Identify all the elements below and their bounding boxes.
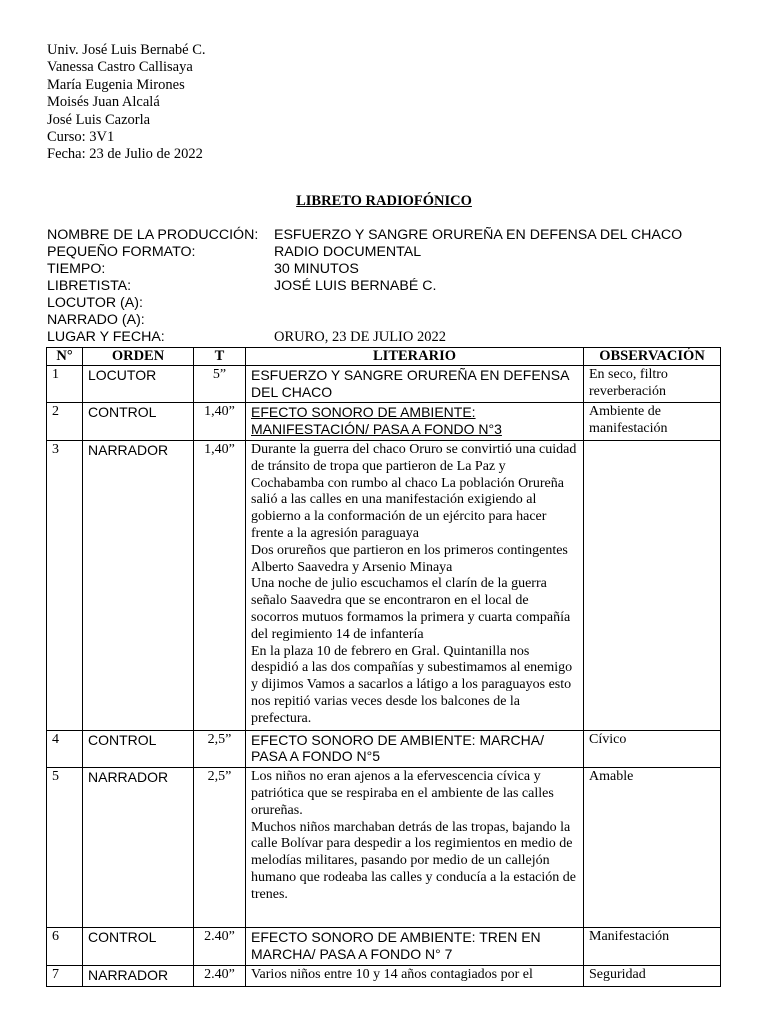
meta-value: ESFUERZO Y SANGRE ORUREÑA EN DEFENSA DEL CHACO — [274, 227, 683, 243]
meta-label: PEQUEÑO FORMATO: — [47, 244, 196, 260]
column-header-time: T — [194, 348, 246, 366]
row-order: CONTROL — [83, 928, 194, 966]
table-row — [47, 403, 721, 441]
meta-row-production-name — [47, 227, 682, 244]
table-row — [47, 440, 721, 730]
row-time: 2,5” — [194, 768, 246, 928]
author-block — [47, 42, 206, 164]
row-observation: En seco, filtro reverberación — [584, 365, 721, 403]
row-observation: Cívico — [584, 730, 721, 768]
meta-label: LIBRETISTA: — [47, 278, 132, 294]
row-literary — [246, 365, 584, 403]
row-order: CONTROL — [83, 730, 194, 768]
literary-paragraph: EFECTO SONORO DE AMBIENTE: MANIFESTACIÓN/ PASA A FONDO N°3 — [251, 404, 502, 438]
meta-label: LOCUTOR (A): — [47, 295, 143, 311]
literary-paragraph: Durante la guerra del chaco Oruro se convirtió una cuidad de tránsito de tropa que partieron de La Paz y Cochabamba con rumbo al chaco La población Orureña salió a las calles en una manifestación exigiendo al gobierno a la conformación de un ejército para hacer frente a la agresión paraguaya — [251, 441, 577, 541]
row-observation: Manifestación — [584, 928, 721, 966]
row-literary — [246, 928, 584, 966]
column-header-order: ORDEN — [83, 348, 194, 366]
literary-paragraph: EFECTO SONORO DE AMBIENTE: TREN EN MARCHA/ PASA A FONDO N° 7 — [251, 929, 541, 962]
literary-paragraph: ESFUERZO Y SANGRE ORUREÑA EN DEFENSA DEL CHACO — [251, 366, 569, 400]
literary-paragraph: EFECTO SONORO DE AMBIENTE: MARCHA/ PASA A FONDO N°5 — [251, 731, 545, 765]
row-time: 2.40” — [194, 928, 246, 966]
date-line: Fecha: 23 de Julio de 2022 — [47, 146, 203, 163]
row-number: 7 — [47, 965, 83, 986]
column-header-literary: LITERARIO — [246, 348, 584, 366]
meta-row-place-date — [47, 329, 682, 346]
row-number: 5 — [47, 768, 83, 928]
row-time: 5” — [194, 365, 246, 403]
row-order: NARRADOR — [83, 965, 194, 986]
row-observation — [584, 440, 721, 730]
meta-row-announcer — [47, 295, 682, 312]
row-time: 2,5” — [194, 730, 246, 768]
meta-value: JOSÉ LUIS BERNABÉ C. — [274, 278, 437, 294]
row-number: 2 — [47, 403, 83, 441]
row-number: 4 — [47, 730, 83, 768]
table-header-row — [47, 348, 721, 366]
course-line: Curso: 3V1 — [47, 129, 115, 146]
row-time: 1,40” — [194, 403, 246, 441]
author-line: Vanessa Castro Callisaya — [47, 59, 193, 76]
literary-paragraph: Varios niños entre 10 y 14 años contagiados por el — [251, 966, 533, 982]
meta-label: LUGAR Y FECHA: — [47, 329, 165, 345]
document-title: LIBRETO RADIOFÓNICO — [296, 193, 472, 209]
author-line: Univ. José Luis Bernabé C. — [47, 42, 206, 58]
table-row — [47, 928, 721, 966]
row-number: 1 — [47, 365, 83, 403]
literary-paragraph: En la plaza 10 de febrero en Gral. Quintanilla nos despidió a las dos compañías y subestimamos al enemigo y dijimos Vamos a sacarlos a látigo a los paraguayos esto nos repitió varias veces desde los balcones de la prefectura. — [251, 643, 573, 726]
column-header-number: N° — [47, 348, 83, 366]
meta-row-format — [47, 244, 682, 261]
column-header-observation: OBSERVACIÓN — [584, 348, 721, 366]
meta-value: RADIO DOCUMENTAL — [274, 244, 422, 260]
meta-value: 30 MINUTOS — [274, 261, 359, 277]
production-meta — [47, 227, 682, 346]
script-table — [46, 347, 721, 987]
meta-value: ORURO, 23 DE JULIO 2022 — [274, 329, 446, 345]
meta-label: NOMBRE DE LA PRODUCCIÓN: — [47, 227, 259, 243]
row-order: CONTROL — [83, 403, 194, 441]
table-row — [47, 730, 721, 768]
row-literary — [246, 768, 584, 928]
author-line: Moisés Juan Alcalá — [47, 94, 160, 111]
meta-label: TIEMPO: — [47, 261, 106, 277]
table-row — [47, 365, 721, 403]
row-number: 6 — [47, 928, 83, 966]
table-row — [47, 965, 721, 986]
row-literary — [246, 440, 584, 730]
row-observation: Amable — [584, 768, 721, 928]
literary-paragraph: Dos orureños que partieron en los primeros contingentes Alberto Saavedra y Arsenio Minaya — [251, 542, 568, 575]
meta-label: NARRADO (A): — [47, 312, 145, 328]
row-order: LOCUTOR — [83, 365, 194, 403]
row-time: 1,40” — [194, 440, 246, 730]
meta-row-scriptwriter — [47, 278, 682, 295]
row-number: 3 — [47, 440, 83, 730]
row-observation: Seguridad — [584, 965, 721, 986]
table-row — [47, 768, 721, 928]
meta-row-narrator — [47, 312, 682, 329]
meta-row-time — [47, 261, 682, 278]
author-line: José Luis Cazorla — [47, 111, 151, 128]
row-order: NARRADOR — [83, 440, 194, 730]
author-line: María Eugenia Mirones — [47, 76, 185, 93]
row-literary — [246, 965, 584, 986]
row-literary — [246, 730, 584, 768]
literary-paragraph: Una noche de julio escuchamos el clarín de la guerra señalo Saavedra que se encontraron en el local de socorros mutuos formamos la primera y cuarta compañía del regimiento 14 de infantería — [251, 576, 571, 642]
literary-paragraph: Los niños no eran ajenos a la efervescencia cívica y patriótica que se respiraba en el ambiente de las calles orureñas. — [251, 769, 554, 818]
literary-paragraph: Muchos niños marchaban detrás de las tropas, bajando la calle Bolívar para despedir a los regimientos en medio de melodías militares, pasando por medio de un callejón humano que rodeaba las calles y conducía a la estación de trenes. — [251, 819, 576, 902]
row-literary — [246, 403, 584, 441]
row-time: 2.40” — [194, 965, 246, 986]
row-observation: Ambiente de manifestación — [584, 403, 721, 441]
row-order: NARRADOR — [83, 768, 194, 928]
